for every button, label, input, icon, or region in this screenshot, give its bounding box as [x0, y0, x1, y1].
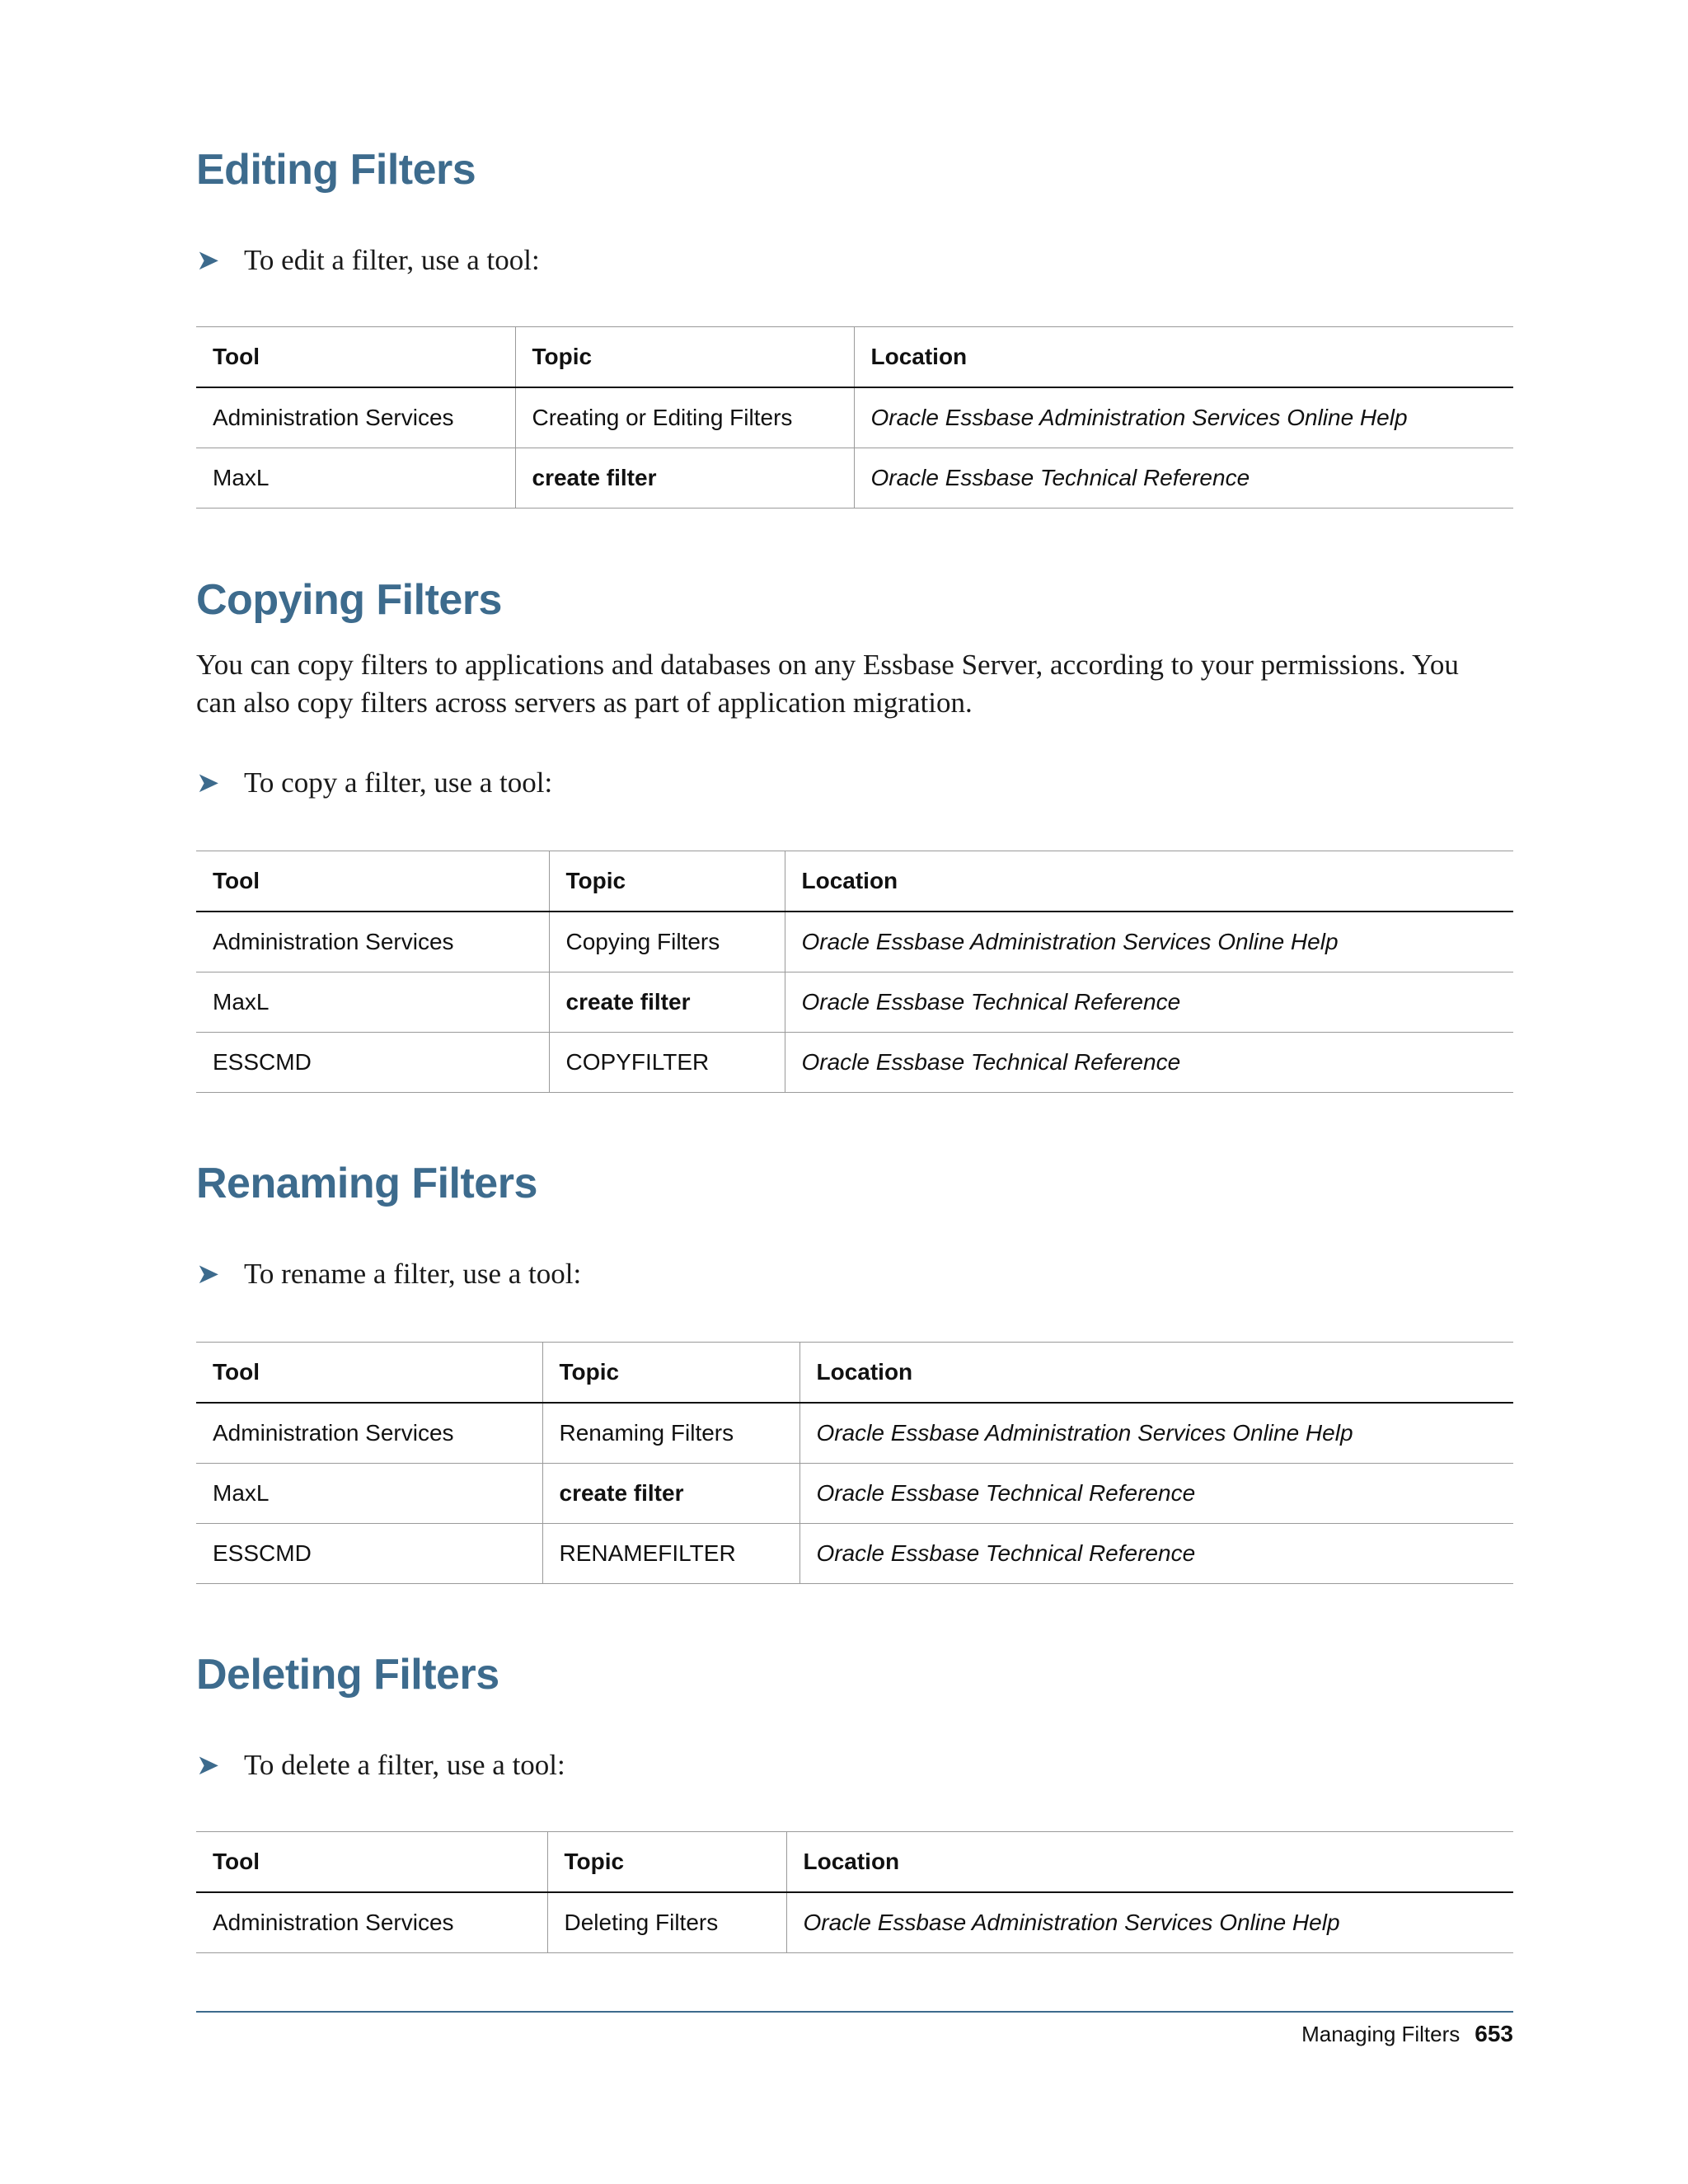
table-header-row	[196, 1343, 1513, 1404]
col-header-tool: Tool	[196, 327, 515, 388]
cell-location: Oracle Essbase Administration Services Online Help	[854, 387, 1513, 448]
table-renaming-tools	[196, 1342, 1513, 1584]
col-header-location: Location	[785, 851, 1513, 912]
cell-location: Oracle Essbase Technical Reference	[799, 1524, 1513, 1584]
col-header-tool: Tool	[196, 851, 549, 912]
cell-location: Oracle Essbase Technical Reference	[854, 448, 1513, 509]
table-deleting-tools	[196, 1831, 1513, 1953]
step-text: To copy a filter, use a tool:	[244, 766, 553, 799]
cell-tool: MaxL	[196, 1464, 542, 1524]
cell-topic: Copying Filters	[549, 912, 785, 972]
step-text: To edit a filter, use a tool:	[244, 244, 540, 276]
footer-chapter-title: Managing Filters	[1301, 2022, 1461, 2046]
table-row	[196, 448, 1513, 509]
table-copying-tools	[196, 851, 1513, 1093]
col-header-location: Location	[786, 1832, 1513, 1893]
table-row	[196, 1464, 1513, 1524]
arrow-right-icon: ➤	[196, 1259, 220, 1290]
step-renaming	[196, 1258, 581, 1291]
step-copying	[196, 766, 552, 799]
cell-location: Oracle Essbase Administration Services Online Help	[785, 912, 1513, 972]
cell-location: Oracle Essbase Administration Services Online Help	[786, 1892, 1513, 1953]
step-text: To delete a filter, use a tool:	[244, 1749, 565, 1781]
step-editing	[196, 244, 540, 277]
section-title-copying: Copying Filters	[196, 576, 502, 624]
cell-location: Oracle Essbase Technical Reference	[785, 1033, 1513, 1093]
table-row	[196, 1524, 1513, 1584]
table-row	[196, 1403, 1513, 1464]
cell-tool: Administration Services	[196, 912, 549, 972]
cell-location: Oracle Essbase Technical Reference	[785, 972, 1513, 1033]
col-header-tool: Tool	[196, 1832, 547, 1893]
col-header-tool: Tool	[196, 1343, 542, 1404]
col-header-topic: Topic	[515, 327, 854, 388]
step-text: To rename a filter, use a tool:	[244, 1258, 582, 1290]
cell-topic: create filter	[549, 972, 785, 1033]
cell-location: Oracle Essbase Administration Services Online Help	[799, 1403, 1513, 1464]
footer-divider	[196, 2011, 1513, 2013]
table-header-row	[196, 851, 1513, 912]
cell-tool: MaxL	[196, 448, 515, 509]
col-header-location: Location	[854, 327, 1513, 388]
section-title-renaming: Renaming Filters	[196, 1160, 537, 1207]
section-title-deleting: Deleting Filters	[196, 1651, 499, 1699]
cell-topic: create filter	[542, 1464, 799, 1524]
step-deleting	[196, 1749, 565, 1782]
cell-tool: Administration Services	[196, 1892, 547, 1953]
cell-topic: Deleting Filters	[547, 1892, 786, 1953]
cell-tool: Administration Services	[196, 387, 515, 448]
cell-topic: Renaming Filters	[542, 1403, 799, 1464]
table-row	[196, 972, 1513, 1033]
table-editing-tools	[196, 326, 1513, 509]
cell-topic: create filter	[515, 448, 854, 509]
page-footer	[1301, 2021, 1513, 2047]
arrow-right-icon: ➤	[196, 1750, 220, 1781]
col-header-topic: Topic	[549, 851, 785, 912]
arrow-right-icon: ➤	[196, 768, 220, 799]
cell-topic: RENAMEFILTER	[542, 1524, 799, 1584]
page-number: 653	[1475, 2021, 1513, 2046]
table-row	[196, 387, 1513, 448]
col-header-location: Location	[799, 1343, 1513, 1404]
cell-tool: MaxL	[196, 972, 549, 1033]
table-row	[196, 1892, 1513, 1953]
arrow-right-icon: ➤	[196, 246, 220, 276]
table-row	[196, 1033, 1513, 1093]
cell-location: Oracle Essbase Technical Reference	[799, 1464, 1513, 1524]
col-header-topic: Topic	[547, 1832, 786, 1893]
cell-tool: ESSCMD	[196, 1033, 549, 1093]
cell-topic: COPYFILTER	[549, 1033, 785, 1093]
cell-tool: Administration Services	[196, 1403, 542, 1464]
table-header-row	[196, 327, 1513, 388]
copying-paragraph: You can copy filters to applications and databases on any Essbase Server, according to your permissions. You can also copy filters across servers as part of application migration.	[196, 649, 1459, 719]
table-row	[196, 912, 1513, 972]
col-header-topic: Topic	[542, 1343, 799, 1404]
cell-tool: ESSCMD	[196, 1524, 542, 1584]
table-header-row	[196, 1832, 1513, 1893]
section-title-editing: Editing Filters	[196, 146, 476, 194]
cell-topic: Creating or Editing Filters	[515, 387, 854, 448]
